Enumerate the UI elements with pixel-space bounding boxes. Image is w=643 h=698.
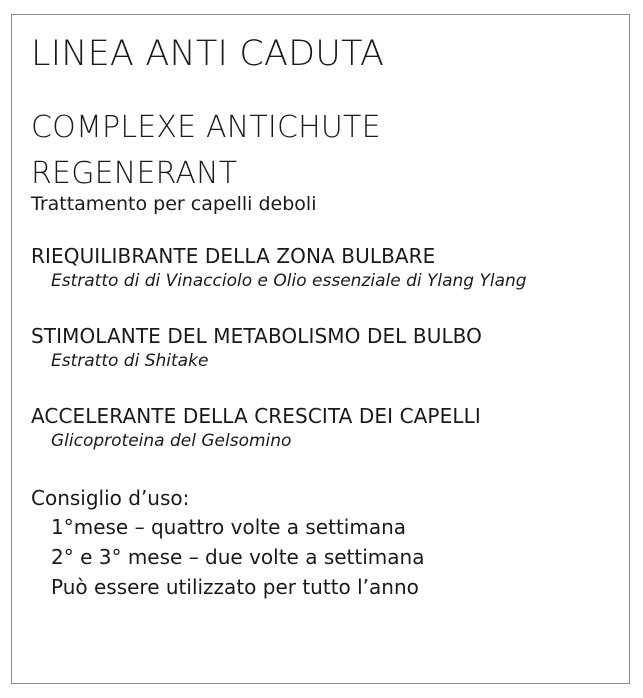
benefit-ingredient: Estratto di Shitake [51, 351, 209, 371]
product-info-content [31, 33, 619, 602]
benefit-section-stimulating [31, 323, 619, 373]
benefit-heading: STIMOLANTE DEL METABOLISMO DEL BULBO [31, 324, 482, 348]
benefit-section-rebalancing [31, 243, 619, 293]
usage-item: 2° e 3° mese – due volte a settimana [51, 545, 425, 569]
usage-item: 1°mese – quattro volte a settimana [51, 515, 407, 539]
benefit-ingredient: Glicoproteina del Gelsomino [51, 431, 292, 451]
benefit-ingredient: Estratto di di Vinacciolo e Olio essenziale di Ylang Ylang [51, 271, 527, 291]
benefit-section-accelerating [31, 403, 619, 453]
line-title: LINEA ANTI CADUTA [31, 34, 385, 74]
usage-advice [31, 484, 619, 602]
usage-label: Consiglio d’uso: [31, 486, 190, 510]
product-title-line-1: COMPLEXE ANTICHUTE [31, 110, 381, 145]
usage-item: Può essere utilizzato per tutto l’anno [51, 575, 419, 599]
product-title-line-2: REGENERANT [31, 156, 238, 191]
product-subtitle: Trattamento per capelli deboli [31, 193, 317, 215]
product-title [31, 105, 619, 197]
benefit-heading: RIEQUILIBRANTE DELLA ZONA BULBARE [31, 244, 436, 268]
benefit-heading: ACCELERANTE DELLA CRESCITA DEI CAPELLI [31, 404, 481, 428]
product-info-card [11, 14, 630, 684]
